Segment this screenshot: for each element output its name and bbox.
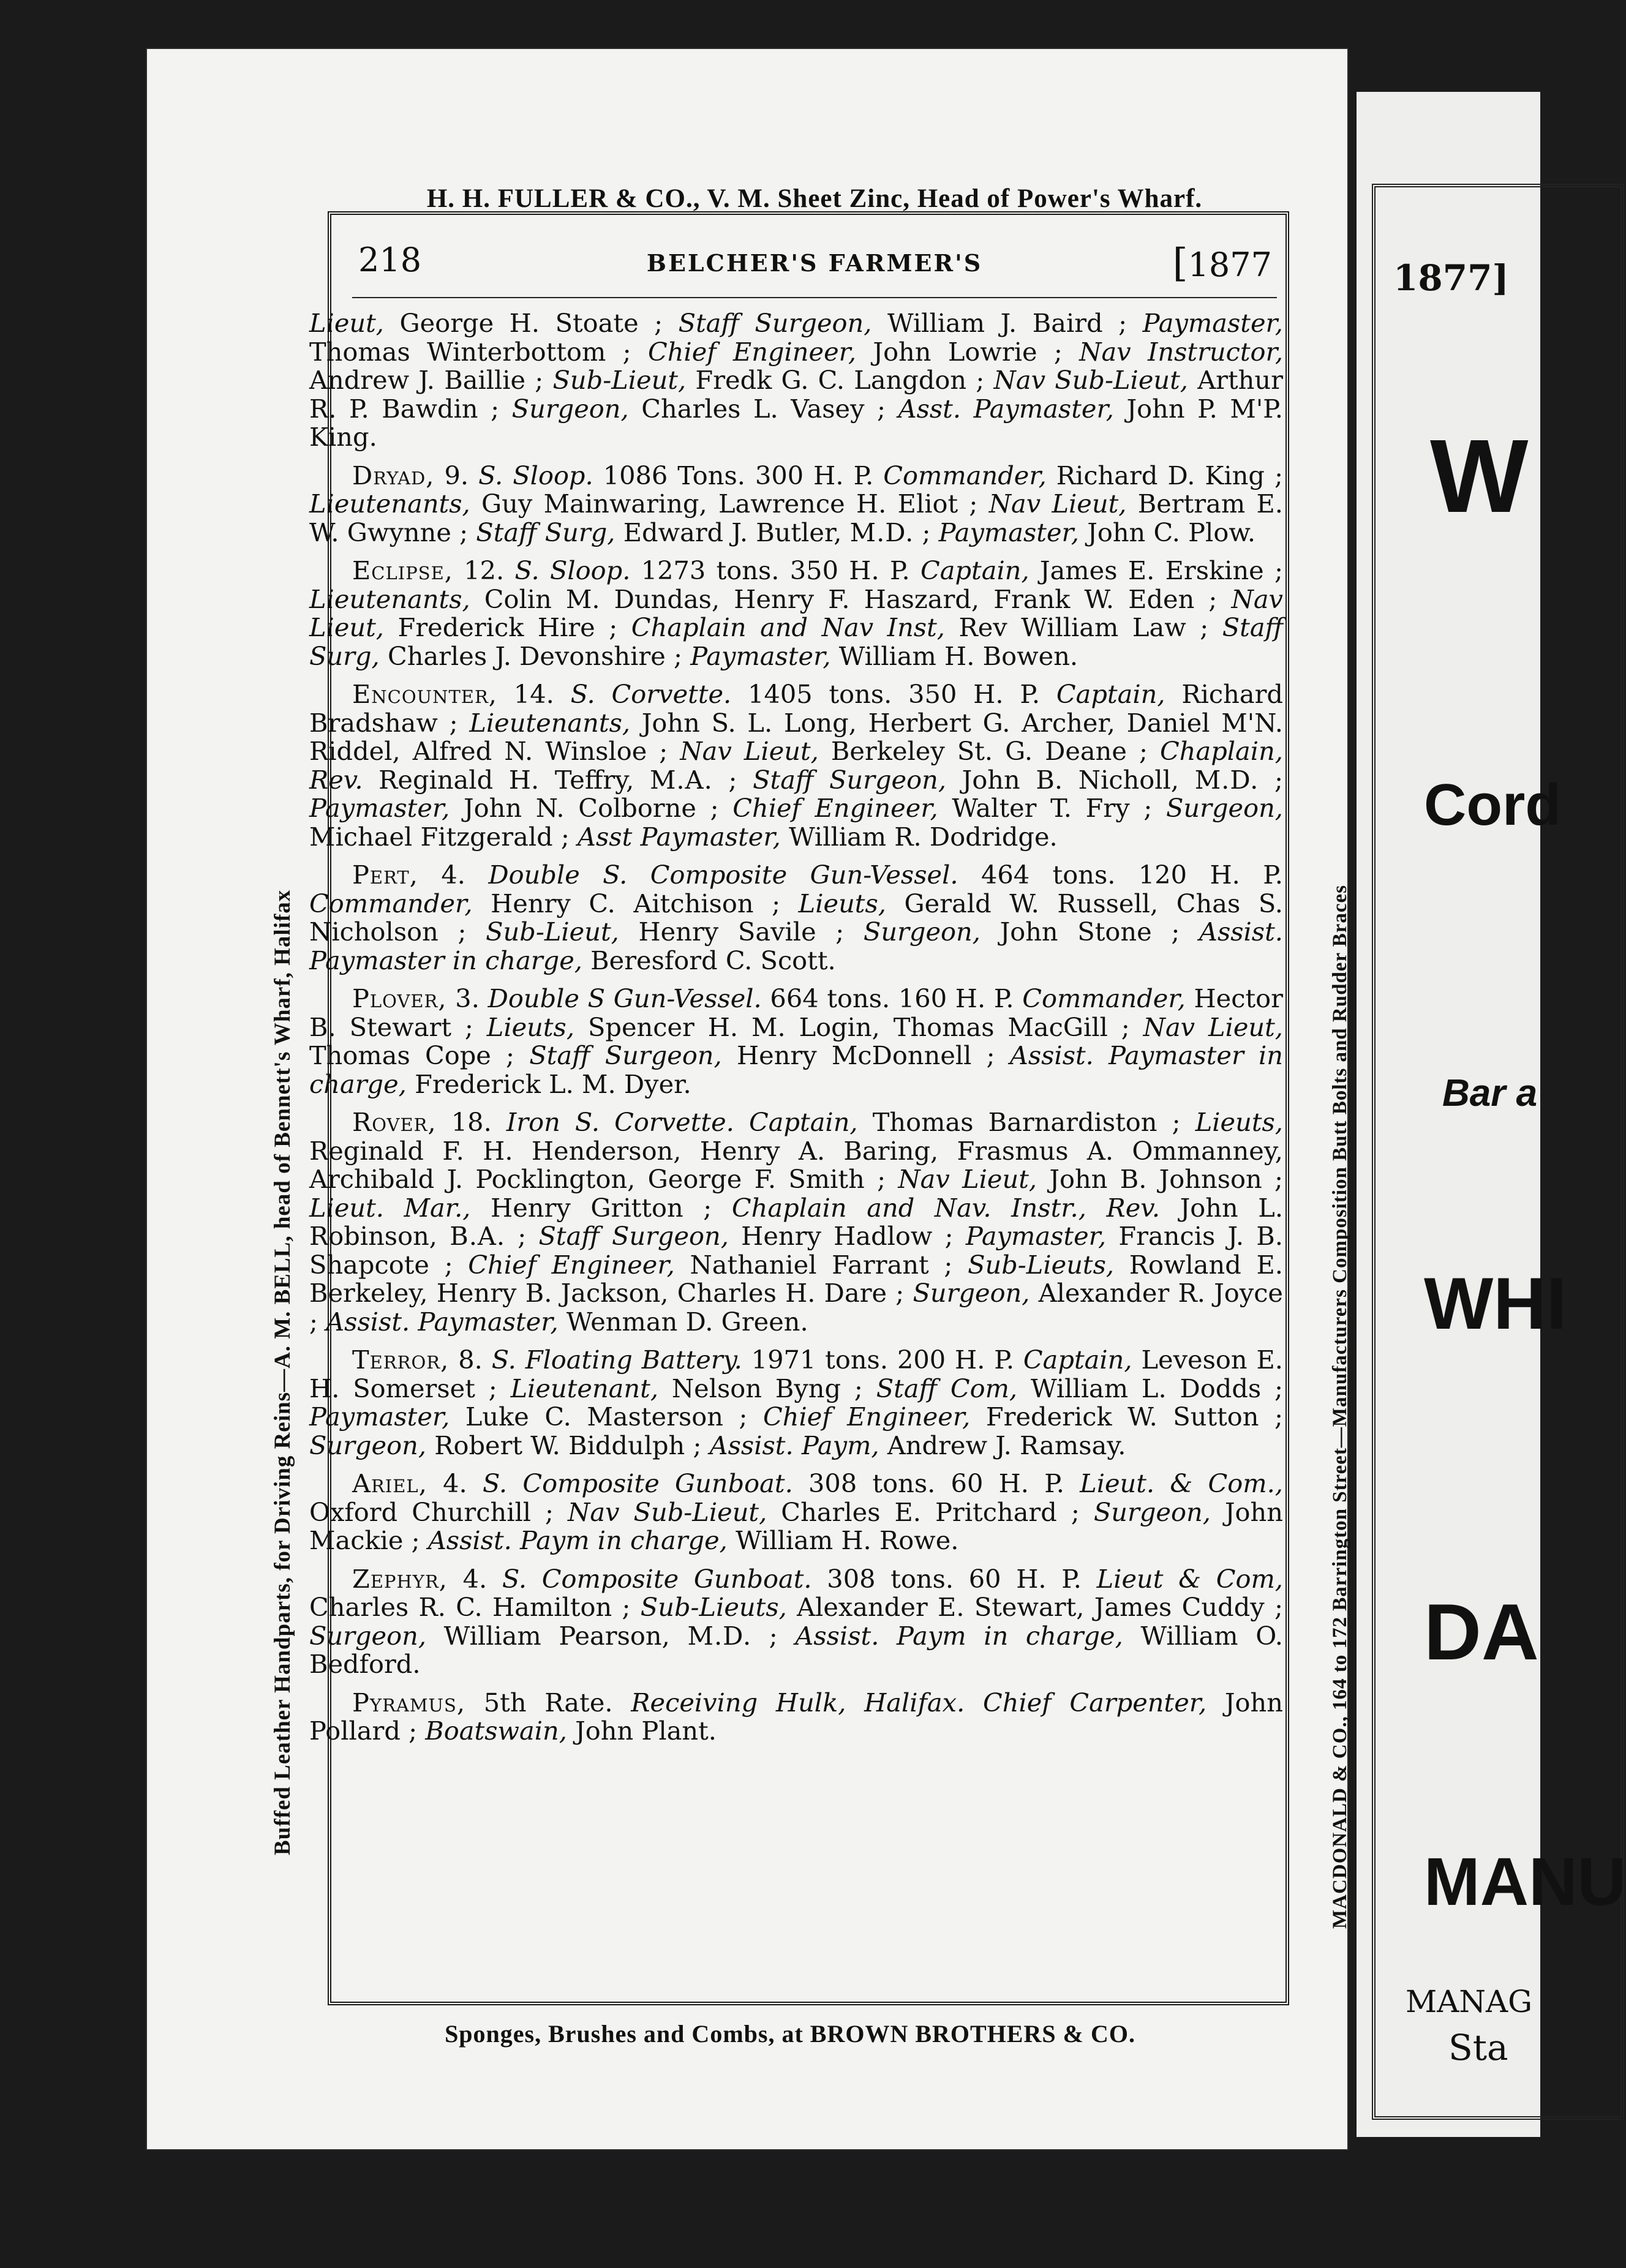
- entry-text: M.D.: [849, 517, 914, 547]
- ship-entry: [309, 1346, 1283, 1460]
- entry-text: Richard D. King ;: [1046, 460, 1283, 490]
- rank-label: Nav Lieut,: [309, 584, 1283, 642]
- entry-text: Henry McDonnell ;: [721, 1040, 1010, 1070]
- rank-label: Lieut. & Com.,: [1080, 1468, 1283, 1498]
- rank-label: Asst Paymaster,: [578, 821, 781, 852]
- entry-text: 14.: [497, 679, 571, 709]
- entry-text: Charles E. Pritchard ;: [767, 1496, 1094, 1527]
- rank-label: S. Floating Battery.: [491, 1345, 742, 1375]
- bottom-advertisement: Sponges, Brushes and Combs, at BROWN BROTHERS & CO.: [445, 2020, 1135, 2048]
- left-margin-advertisement: Buffed Leather Handparts, for Driving Reins—A. M. BELL, head of Bennett's Wharf, Halifax: [270, 889, 295, 1855]
- rank-label: Surgeon,: [913, 1278, 1030, 1308]
- entry-text: 5th Rate.: [465, 1687, 631, 1718]
- entry-text: John Mackie ;: [309, 1496, 1283, 1555]
- rank-label: Lieutenants,: [469, 707, 631, 738]
- entry-text: Henry Gritton ;: [470, 1192, 732, 1223]
- ship-name: Pert,: [352, 860, 418, 890]
- entry-text: John Plant.: [566, 1716, 717, 1746]
- facing-page-year: 1877]: [1393, 257, 1509, 299]
- rank-label: Double S Gun-Vessel.: [487, 983, 762, 1013]
- entry-text: Arthur R. P. Bawdin ;: [309, 365, 1283, 424]
- entry-text: Thomas Winterbottom ;: [309, 336, 648, 367]
- rank-label: Paymaster,: [965, 1221, 1107, 1251]
- facing-page-line: MANAG: [1406, 1984, 1533, 2019]
- entry-text: Colin M. Dundas, Henry F. Haszard, Frank W. Eden ;: [470, 584, 1232, 614]
- top-advertisement: H. H. FULLER & CO., V. M. Sheet Zinc, Head of Power's Wharf.: [426, 184, 1203, 213]
- facing-page-line: Sta: [1448, 2027, 1508, 2068]
- entry-text: Charles L. Vasey ;: [628, 393, 898, 424]
- ship-name: Ariel,: [352, 1468, 427, 1498]
- rank-label: Staff Surgeon,: [678, 308, 872, 338]
- entry-text: Thomas Barnardiston ;: [857, 1107, 1195, 1137]
- rank-label: S. Sloop.: [478, 460, 593, 490]
- rank-label: Nav Lieut,: [898, 1164, 1037, 1194]
- ship-name: Plover,: [352, 983, 447, 1013]
- entry-text: Charles R. C. Hamilton ;: [309, 1592, 641, 1622]
- entry-text: John B. Nicholl,: [946, 764, 1195, 795]
- entry-text: Leveson E. H. Somerset ;: [309, 1345, 1283, 1403]
- rank-label: Boatswain,: [425, 1716, 567, 1746]
- right-margin-advertisement: MACDONALD & CO., 164 to 172 Barrington Street—Manufacturers Composition Butt Bolts and Rudder Braces: [1329, 884, 1351, 1929]
- rank-label: Nav Sub-Lieut,: [568, 1496, 767, 1527]
- facing-page-heading: W: [1430, 418, 1529, 535]
- ship-entry: [309, 1689, 1283, 1746]
- rank-label: Chief Carpenter,: [982, 1687, 1207, 1718]
- rank-label: Chief Engineer,: [762, 1402, 971, 1432]
- ship-name: Rover,: [352, 1107, 437, 1137]
- ship-entry: [309, 557, 1283, 670]
- rank-label: Nav Lieut,: [680, 736, 819, 766]
- rank-label: Asst. Paymaster,: [898, 393, 1114, 424]
- entry-text: Andrew J. Baillie ;: [309, 365, 553, 395]
- rank-label: Nav Lieut,: [988, 489, 1127, 519]
- rank-label: Lieut. Mar.,: [309, 1192, 471, 1223]
- entry-text: George H. Stoate ;: [384, 308, 679, 338]
- entry-text: Richard Bradshaw ;: [309, 679, 1283, 738]
- ship-entry: [309, 309, 1283, 452]
- entry-text: John Pollard ;: [309, 1687, 1283, 1746]
- rank-label: Sub-Lieut,: [486, 917, 619, 947]
- entry-text: [734, 1107, 749, 1137]
- entry-text: Reginald F. H. Henderson, Henry A. Baring, Frasmus A. Ommanney, Archibald J. Pocklington, George F. Smith ;: [309, 1135, 1283, 1194]
- entry-text: Frederick Hire ;: [384, 612, 631, 642]
- rank-label: Surgeon,: [511, 393, 629, 424]
- rank-label: Staff Com,: [876, 1373, 1018, 1403]
- entry-text: M.D.: [1194, 764, 1259, 795]
- facing-page-line: MANU: [1424, 1844, 1626, 1920]
- entry-text: 18.: [436, 1107, 506, 1137]
- rank-label: Lieutenant,: [510, 1373, 659, 1403]
- rank-label: Staff Surgeon,: [529, 1040, 722, 1070]
- ship-name: Eclipse,: [352, 555, 453, 585]
- rank-label: Iron S. Corvette.: [506, 1107, 734, 1137]
- entry-text: 8.: [449, 1345, 492, 1375]
- rank-label: Surgeon,: [309, 1430, 427, 1460]
- ship-entries: [309, 309, 1283, 1755]
- entry-text: M.D.: [687, 1620, 752, 1651]
- entry-text: 664 tons. 160 H. P.: [761, 983, 1023, 1013]
- rank-label: Paymaster,: [690, 640, 831, 671]
- rank-label: Sub-Lieuts,: [968, 1249, 1115, 1280]
- entry-text: William R. Dodridge.: [780, 821, 1058, 852]
- facing-page-line: Bar a: [1442, 1072, 1538, 1114]
- rank-label: Receiving Hulk, Halifax.: [631, 1687, 965, 1718]
- entry-text: Andrew J. Ramsay.: [879, 1430, 1126, 1460]
- entry-text: ;: [505, 1221, 539, 1251]
- rank-label: Chaplain, Rev.: [309, 736, 1283, 795]
- entry-text: 9.: [434, 460, 479, 490]
- rank-label: Commander,: [309, 888, 473, 918]
- entry-text: Henry Savile ;: [619, 917, 864, 947]
- entry-text: William O. Bedford.: [309, 1620, 1283, 1679]
- entry-text: Alexander E. Stewart, James Cuddy ;: [786, 1592, 1283, 1622]
- entry-text: 3.: [446, 983, 488, 1013]
- entry-text: 1086 Tons. 300 H. P.: [593, 460, 884, 490]
- entry-text: Oxford Churchill ;: [309, 1496, 568, 1527]
- entry-text: William Pearson,: [426, 1620, 688, 1651]
- entry-text: Guy Mainwaring, Lawrence H. Eliot ;: [470, 489, 989, 519]
- rank-label: Assist. Paym in charge,: [795, 1620, 1123, 1651]
- entry-text: Reginald H. Teffry,: [363, 764, 650, 795]
- rank-label: S. Corvette.: [570, 679, 732, 709]
- ship-name: Pyramus,: [352, 1687, 466, 1718]
- ship-name: Terror,: [352, 1345, 450, 1375]
- rank-label: Assist. Paym,: [709, 1430, 879, 1460]
- rank-label: Commander,: [1022, 983, 1186, 1013]
- entry-text: Bertram E. W. Gwynne ;: [309, 489, 1283, 547]
- rank-label: Staff Surg,: [309, 612, 1284, 671]
- entry-text: 1405 tons. 350 H. P.: [731, 679, 1056, 709]
- entry-text: 4.: [447, 1563, 502, 1594]
- page-year-value: 1877: [1188, 246, 1272, 284]
- entry-text: Spencer H. M. Login, Thomas MacGill ;: [574, 1012, 1143, 1042]
- entry-text: 12.: [453, 555, 515, 585]
- entry-text: Nelson Byng ;: [658, 1373, 876, 1403]
- entry-text: Nathaniel Farrant ;: [674, 1249, 968, 1280]
- entry-text: John S. L. Long, Herbert G. Archer, Daniel M'N. Riddel, Alfred N. Winsloe ;: [309, 707, 1283, 766]
- entry-text: Rev William Law ;: [944, 612, 1222, 642]
- entry-text: William H. Bowen.: [830, 640, 1078, 671]
- facing-page-line: Cord: [1424, 772, 1561, 838]
- facing-page-line: DA: [1424, 1587, 1539, 1677]
- entry-text: Alexander R. Joyce ;: [309, 1278, 1283, 1337]
- entry-text: ;: [914, 517, 939, 547]
- entry-text: Gerald W. Russell, Chas S. Nicholson ;: [309, 888, 1283, 947]
- entry-text: Luke C. Masterson ;: [450, 1402, 763, 1432]
- entry-text: ;: [1259, 764, 1283, 795]
- ship-name: Zephyr,: [352, 1563, 448, 1594]
- ship-name: Dryad,: [352, 460, 435, 490]
- ship-entry: [309, 1470, 1283, 1555]
- entry-text: Berkeley St. G. Deane ;: [818, 736, 1160, 766]
- rank-label: S. Sloop.: [514, 555, 631, 585]
- rank-label: Nav Instructor,: [1079, 336, 1284, 367]
- rank-label: Chief Engineer,: [468, 1249, 675, 1280]
- entry-text: John L. Robinson,: [309, 1192, 1284, 1251]
- rank-label: Captain,: [748, 1107, 858, 1137]
- ship-entry: [309, 1108, 1283, 1336]
- ship-entry: [309, 680, 1283, 851]
- entry-text: 4.: [418, 860, 489, 890]
- rank-label: Assist. Paymaster in charge,: [309, 917, 1283, 975]
- ship-entry: [309, 985, 1283, 1098]
- rank-label: Paymaster,: [309, 793, 450, 823]
- entry-text: 464 tons. 120 H. P.: [958, 860, 1283, 890]
- entry-text: Fredk G. C. Langdon ;: [686, 365, 994, 395]
- rank-label: Paymaster,: [938, 517, 1080, 547]
- entry-text: Henry Hadlow ;: [728, 1221, 966, 1251]
- entry-text: Charles J. Devonshire ;: [379, 640, 691, 671]
- entry-text: Henry C. Aitchison ;: [472, 888, 799, 918]
- entry-text: Beresford C. Scott.: [582, 945, 836, 975]
- entry-text: Hector B. Stewart ;: [309, 983, 1283, 1042]
- entry-text: Edward J. Butler,: [615, 517, 850, 547]
- entry-text: John C. Plow.: [1079, 517, 1256, 547]
- entry-text: ;: [751, 1620, 796, 1651]
- entry-text: Frederick L. M. Dyer.: [406, 1068, 691, 1099]
- facing-page: [1357, 92, 1626, 2137]
- entry-text: John Stone ;: [980, 917, 1199, 947]
- rank-label: Double S. Composite Gun-Vessel.: [488, 860, 958, 890]
- ship-entry: [309, 861, 1283, 975]
- rank-label: Captain,: [1056, 679, 1165, 709]
- rank-label: Lieutenants,: [309, 489, 470, 519]
- entry-text: 308 tons. 60 H. P.: [792, 1468, 1080, 1498]
- entry-text: M.A.: [649, 764, 713, 795]
- entry-text: Thomas Cope ;: [309, 1040, 530, 1070]
- entry-text: Robert W. Biddulph ;: [426, 1430, 710, 1460]
- entry-text: John Lowrie ;: [856, 336, 1080, 367]
- running-title: BELCHER'S FARMER'S: [646, 249, 983, 277]
- rank-label: Paymaster,: [309, 1402, 450, 1432]
- entry-text: Rowland E. Berkeley, Henry B. Jackson, Charles H. Dare ;: [309, 1249, 1283, 1308]
- rank-label: Chief Engineer,: [732, 793, 938, 823]
- rank-label: Captain,: [1023, 1345, 1132, 1375]
- entry-text: Francis J. B. Shapcote ;: [309, 1221, 1283, 1280]
- rank-label: Assist. Paymaster in charge,: [309, 1040, 1283, 1099]
- rank-label: Lieuts,: [798, 888, 886, 918]
- ship-entry: [309, 462, 1283, 547]
- rank-label: Nav Lieut,: [1143, 1012, 1283, 1042]
- entry-text: 1971 tons. 200 H. P.: [742, 1345, 1023, 1375]
- entry-text: John P. M'P. King.: [309, 393, 1284, 452]
- page-year: [1877: [1172, 241, 1272, 286]
- rank-label: Chief Engineer,: [647, 336, 857, 367]
- entry-text: John N. Colborne ;: [450, 793, 733, 823]
- rank-label: Chaplain and Nav. Instr., Rev.: [731, 1192, 1161, 1223]
- rank-label: Nav Sub-Lieut,: [993, 365, 1188, 395]
- page-number: 218: [358, 241, 422, 279]
- ship-name: Encounter,: [352, 679, 497, 709]
- rank-label: Surgeon,: [309, 1620, 427, 1651]
- rank-label: Lieut & Com,: [1096, 1563, 1283, 1594]
- rank-label: Lieuts,: [1195, 1107, 1283, 1137]
- entry-text: John B. Johnson ;: [1037, 1164, 1283, 1194]
- rank-label: S. Composite Gunboat.: [482, 1468, 793, 1498]
- facing-page-line: WHI: [1424, 1263, 1567, 1345]
- rank-label: S. Composite Gunboat.: [502, 1563, 812, 1594]
- rank-label: Surgeon,: [1165, 793, 1283, 823]
- entry-text: B.A.: [450, 1221, 506, 1251]
- entry-text: Michael Fitzgerald ;: [309, 821, 578, 852]
- entry-text: Walter T. Fry ;: [938, 793, 1166, 823]
- entry-text: Wenman D. Green.: [558, 1306, 808, 1337]
- rank-label: Surgeon,: [863, 917, 980, 947]
- entry-text: James E. Erskine ;: [1029, 555, 1284, 585]
- rank-label: Staff Surg,: [476, 517, 615, 547]
- rank-label: Staff Surgeon,: [538, 1221, 729, 1251]
- entry-text: William J. Baird ;: [871, 308, 1143, 338]
- rank-label: Assist. Paymaster,: [326, 1306, 559, 1337]
- rank-label: Lieuts,: [486, 1012, 575, 1042]
- ship-entry: [309, 1565, 1283, 1679]
- entry-text: 4.: [427, 1468, 483, 1498]
- page-header: [352, 236, 1277, 298]
- rank-label: Staff Surgeon,: [753, 764, 947, 795]
- entry-text: William H. Rowe.: [727, 1525, 959, 1555]
- rank-label: Paymaster,: [1142, 308, 1284, 338]
- entry-text: William L. Dodds ;: [1017, 1373, 1284, 1403]
- rank-label: Lieut,: [309, 308, 384, 338]
- entry-text: ;: [712, 764, 753, 795]
- rank-label: Sub-Lieuts,: [640, 1592, 787, 1622]
- rank-label: Captain,: [920, 555, 1029, 585]
- entry-text: [965, 1688, 983, 1718]
- entry-text: 1273 tons. 350 H. P.: [630, 555, 920, 585]
- entry-text: 308 tons. 60 H. P.: [811, 1563, 1097, 1594]
- entry-text: Frederick W. Sutton ;: [970, 1402, 1284, 1432]
- rank-label: Assist. Paym in charge,: [427, 1525, 728, 1555]
- rank-label: Sub-Lieut,: [552, 365, 687, 395]
- rank-label: Chaplain and Nav Inst,: [631, 612, 945, 642]
- rank-label: Surgeon,: [1093, 1496, 1211, 1527]
- rank-label: Commander,: [883, 460, 1047, 490]
- rank-label: Lieutenants,: [309, 584, 470, 614]
